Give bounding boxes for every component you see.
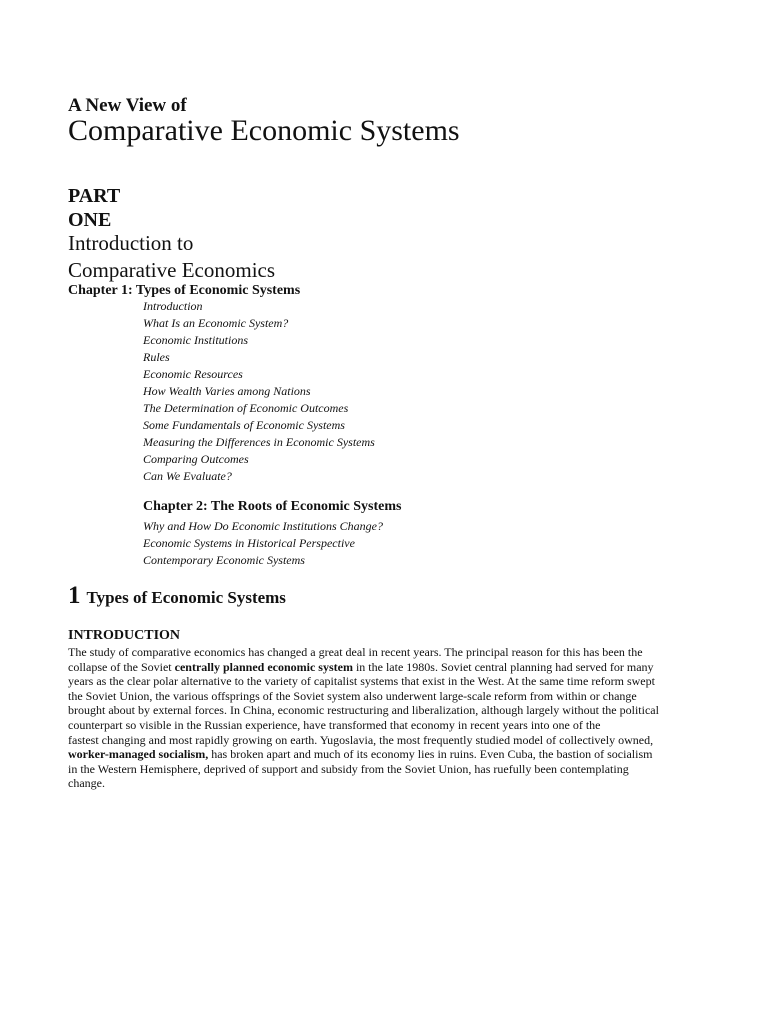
- toc-item: Economic Resources: [143, 367, 243, 381]
- text-run: has broken apart and much of its economy lies in ruins. Even Cuba, the bastion of socialism: [208, 747, 653, 762]
- text-run: The study of comparative economics has changed a great deal in recent years. The principal reason for this has been the: [68, 645, 643, 659]
- toc-item: Measuring the Differences in Economic Systems: [143, 435, 375, 449]
- paragraph-line: [68, 776, 718, 791]
- text-run: brought about by external forces. In China, economic restructuring and liberalization, although largely without the political: [68, 703, 659, 718]
- paragraph-line: [68, 718, 718, 733]
- chapter2-contents: [143, 518, 383, 569]
- text-run: counterpart so visible in the Russian experience, have transformed that economy in recent years into one of the: [68, 717, 601, 732]
- toc-item: Introduction: [143, 299, 203, 313]
- paragraph-line: [68, 645, 718, 660]
- toc-item: Economic Systems in Historical Perspective: [143, 536, 355, 550]
- text-run: change.: [68, 776, 105, 791]
- part-title-line1: Introduction to: [68, 231, 194, 255]
- chapter1-heading: Chapter 1: Types of Economic Systems: [68, 283, 301, 298]
- paragraph-line: [68, 674, 718, 689]
- paragraph-line: [68, 747, 718, 762]
- section-title: Types of Economic Systems: [86, 588, 286, 607]
- toc-item: The Determination of Economic Outcomes: [143, 401, 349, 415]
- toc-item: Some Fundamentals of Economic Systems: [143, 418, 345, 432]
- text-run: in the Western Hemisphere, deprived of support and subsidy from the Soviet Union, has ruefully been contemplating: [68, 761, 629, 776]
- section-number: 1: [68, 582, 81, 609]
- part-label: PART: [68, 185, 121, 207]
- text-run: the Soviet Union, the various offsprings of the Soviet system also underwent large-scale reform from within or change: [68, 688, 637, 703]
- section-heading: [68, 583, 286, 608]
- introduction-heading: INTRODUCTION: [68, 628, 181, 643]
- paragraph-line: [68, 733, 718, 748]
- toc-item: Rules: [143, 350, 170, 364]
- chapter2-heading: Chapter 2: The Roots of Economic Systems: [143, 499, 402, 514]
- book-title: Comparative Economic Systems: [68, 114, 460, 147]
- paragraph-line: [68, 660, 718, 675]
- key-term: centrally planned economic system: [174, 659, 353, 674]
- toc-item: What Is an Economic System?: [143, 316, 289, 330]
- text-run: years as the clear polar alternative to the variety of capitalist systems that exist in the West. At the same time reform swept: [68, 674, 655, 689]
- toc-item: Why and How Do Economic Institutions Change?: [143, 519, 383, 533]
- toc-item: Can We Evaluate?: [143, 469, 232, 483]
- text-run: fastest changing and most rapidly growing on earth. Yugoslavia, the most frequently studied model of collectively owned,: [68, 732, 654, 747]
- key-term: worker-managed socialism,: [68, 747, 209, 762]
- introduction-paragraph: [68, 645, 718, 791]
- book-pre-title: A New View of: [68, 95, 187, 116]
- toc-item: Economic Institutions: [143, 333, 248, 347]
- toc-item: Contemporary Economic Systems: [143, 553, 305, 567]
- text-run: in the late 1980s. Soviet central planning had served for many: [352, 659, 654, 674]
- text-run: collapse of the Soviet: [68, 659, 175, 674]
- chapter1-contents: [143, 298, 375, 485]
- paragraph-line: [68, 703, 718, 718]
- part-number: ONE: [68, 209, 112, 231]
- paragraph-line: [68, 762, 718, 777]
- part-title-line2: Comparative Economics: [68, 258, 276, 282]
- toc-item: How Wealth Varies among Nations: [143, 384, 311, 398]
- toc-item: Comparing Outcomes: [143, 452, 249, 466]
- paragraph-line: [68, 689, 718, 704]
